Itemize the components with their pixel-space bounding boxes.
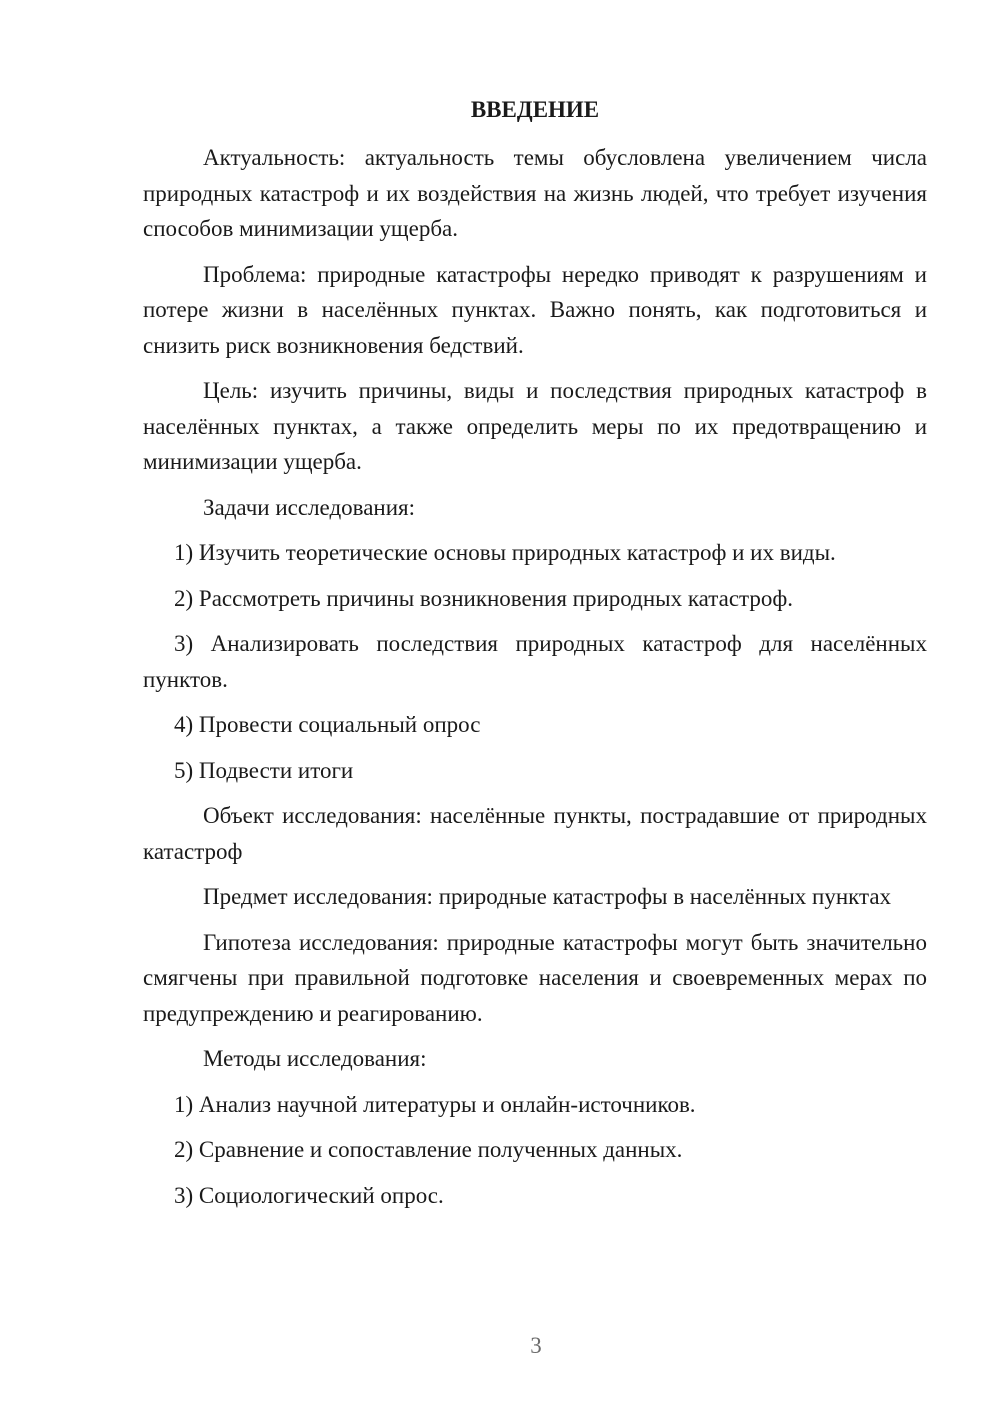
section-title: ВВЕДЕНИЕ: [470, 97, 600, 122]
problem-paragraph: Проблема: природные катастрофы нередко приводят к разрушениям и потере жизни в населённых пунктах. Важно понять, как подготовиться и снизить риск возникновения бедствий.: [143, 261, 927, 358]
task-item: 3) Анализировать последствия природных катастроф для населённых пунктов.: [143, 631, 927, 692]
goal-paragraph: Цель: изучить причины, виды и последствия природных катастроф в населённых пунктах, а также определить меры по их предотвращению и минимизации ущерба.: [143, 378, 927, 474]
task-item: 1) Изучить теоретические основы природных катастроф и их виды.: [174, 540, 836, 565]
method-item: 3) Социологический опрос.: [174, 1182, 444, 1208]
page-number: 3: [530, 1333, 542, 1358]
object-paragraph: Объект исследования: населённые пункты, пострадавшие от природных катастроф: [143, 803, 927, 864]
subject-paragraph: Предмет исследования: природные катастрофы в населённых пунктах: [203, 884, 892, 909]
method-item: 1) Анализ научной литературы и онлайн-источников.: [174, 1091, 696, 1117]
document-page: [143, 92, 927, 1223]
tasks-heading: Задачи исследования:: [203, 494, 416, 520]
method-item: 2) Сравнение и сопоставление полученных данных.: [174, 1137, 683, 1162]
methods-heading: Методы исследования:: [203, 1046, 427, 1071]
task-item: 4) Провести социальный опрос: [174, 712, 481, 737]
task-item: 5) Подвести итоги: [174, 757, 354, 783]
task-item: 2) Рассмотреть причины возникновения природных катастроф.: [174, 585, 794, 611]
relevance-paragraph: Актуальность: актуальность темы обусловлена увеличением числа природных катастроф и их воздействия на жизнь людей, что требует изучения способов минимизации ущерба.: [143, 145, 927, 241]
hypothesis-paragraph: Гипотеза исследования: природные катастрофы могут быть значительно смягчены при правильной подготовке населения и своевременных мерах по предупреждению и реагированию.: [143, 929, 927, 1026]
